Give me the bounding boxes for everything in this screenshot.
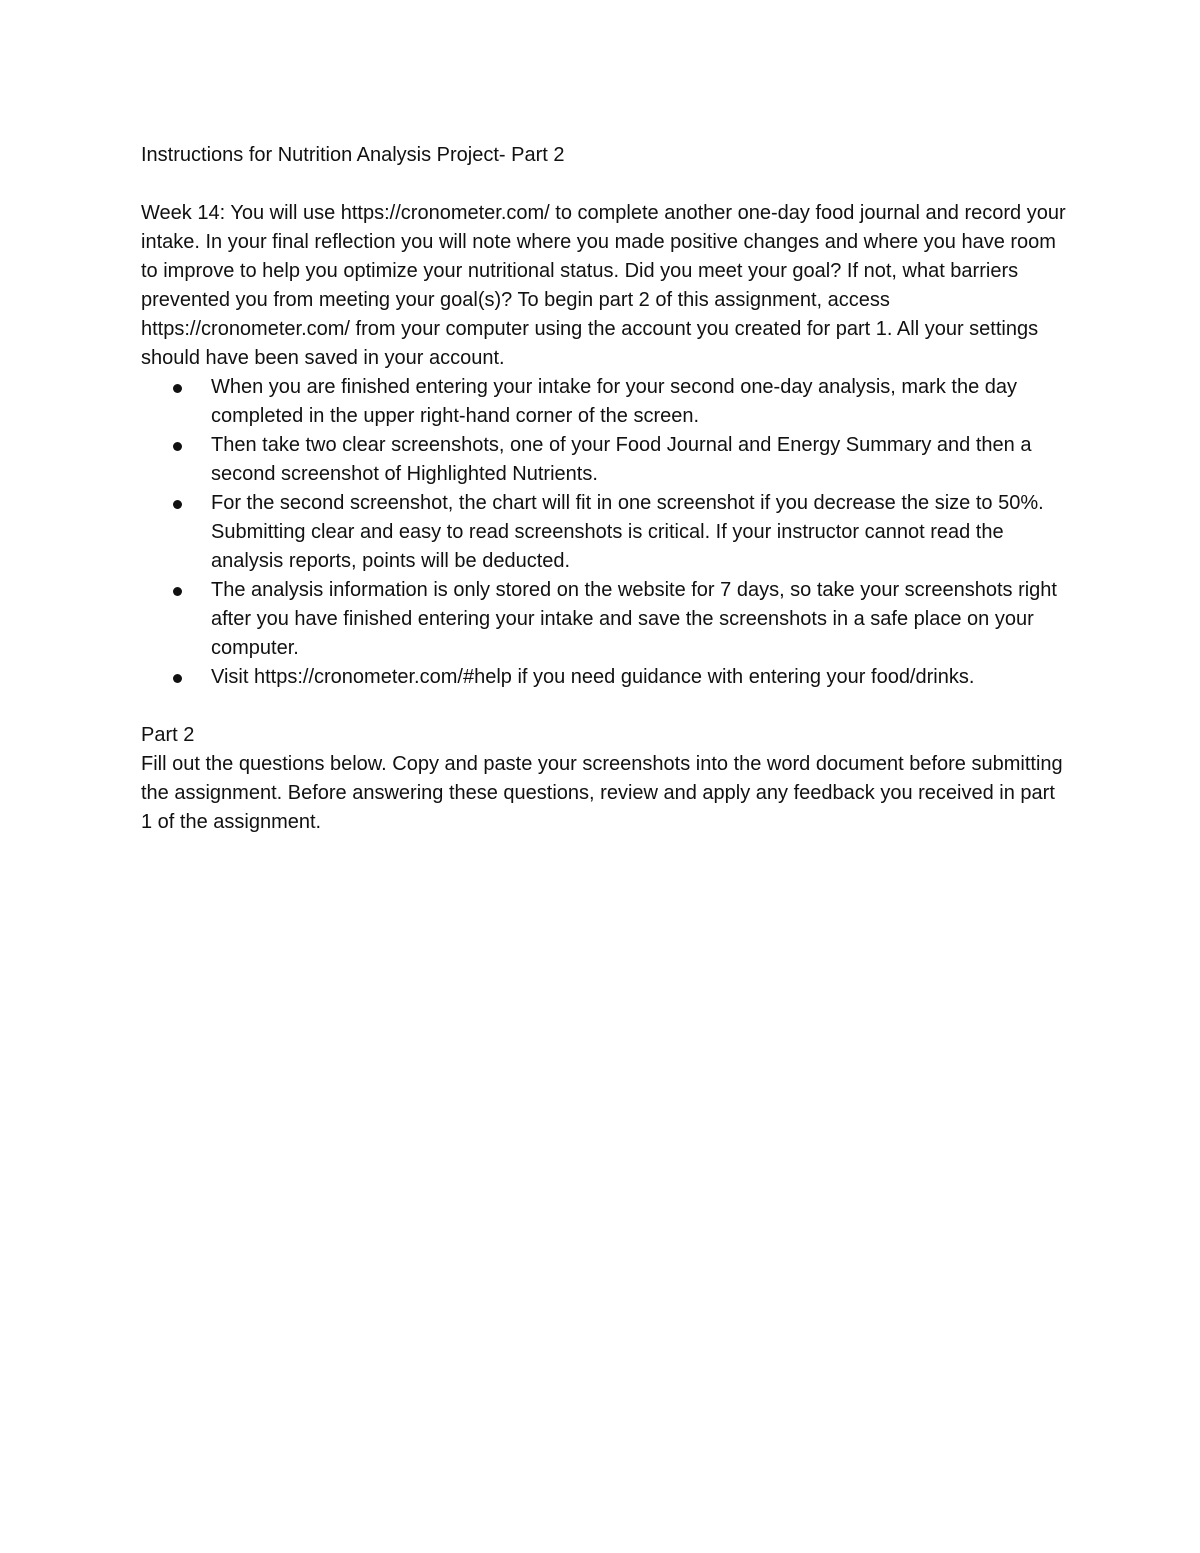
part-heading: Part 2 bbox=[141, 724, 195, 746]
instruction-list bbox=[141, 373, 1066, 692]
list-item-text: When you are finished entering your intake for your second one-day analysis, mark the day completed in the upper right-hand corner of the screen. bbox=[211, 376, 1017, 427]
bullet-icon bbox=[173, 674, 182, 683]
list-item-text: Then take two clear screenshots, one of your Food Journal and Energy Summary and then a second screenshot of Highlighted Nutrients. bbox=[211, 434, 1032, 485]
list-item bbox=[141, 373, 1066, 431]
bullet-icon bbox=[173, 442, 182, 451]
list-item-text: For the second screenshot, the chart will fit in one screenshot if you decrease the size to 50%. Submitting clear and easy to read screenshots is critical. If your instructor cannot read the analysis reports, points will be deducted. bbox=[211, 492, 1044, 572]
list-item bbox=[141, 663, 1066, 692]
list-item bbox=[141, 431, 1066, 489]
document-body bbox=[141, 141, 1066, 837]
list-item bbox=[141, 576, 1066, 663]
list-item-text: Visit https://cronometer.com/#help if you need guidance with entering your food/drinks. bbox=[211, 666, 975, 688]
document-title: Instructions for Nutrition Analysis Project- Part 2 bbox=[141, 144, 565, 166]
bullet-icon bbox=[173, 587, 182, 596]
list-item-text: The analysis information is only stored on the website for 7 days, so take your screenshots right after you have finished entering your intake and save the screenshots in a safe place on your computer. bbox=[211, 579, 1057, 659]
bullet-icon bbox=[173, 384, 182, 393]
intro-paragraph: Week 14: You will use https://cronometer.com/ to complete another one-day food journal and record your intake. In your final reflection you will note where you made positive changes and where you have room to improve to help you optimize your nutritional status. Did you meet your goal? If not, what barriers prevented you from meeting your goal(s)? To begin part 2 of this assignment, access https://cronometer.com/ from your computer using the account you created for part 1. All your settings should have been saved in your account. bbox=[141, 202, 1066, 369]
bullet-icon bbox=[173, 500, 182, 509]
part-paragraph: Fill out the questions below. Copy and paste your screenshots into the word document before submitting the assignment. Before answering these questions, review and apply any feedback you received in part 1 of the assignment. bbox=[141, 753, 1063, 833]
list-item bbox=[141, 489, 1066, 576]
